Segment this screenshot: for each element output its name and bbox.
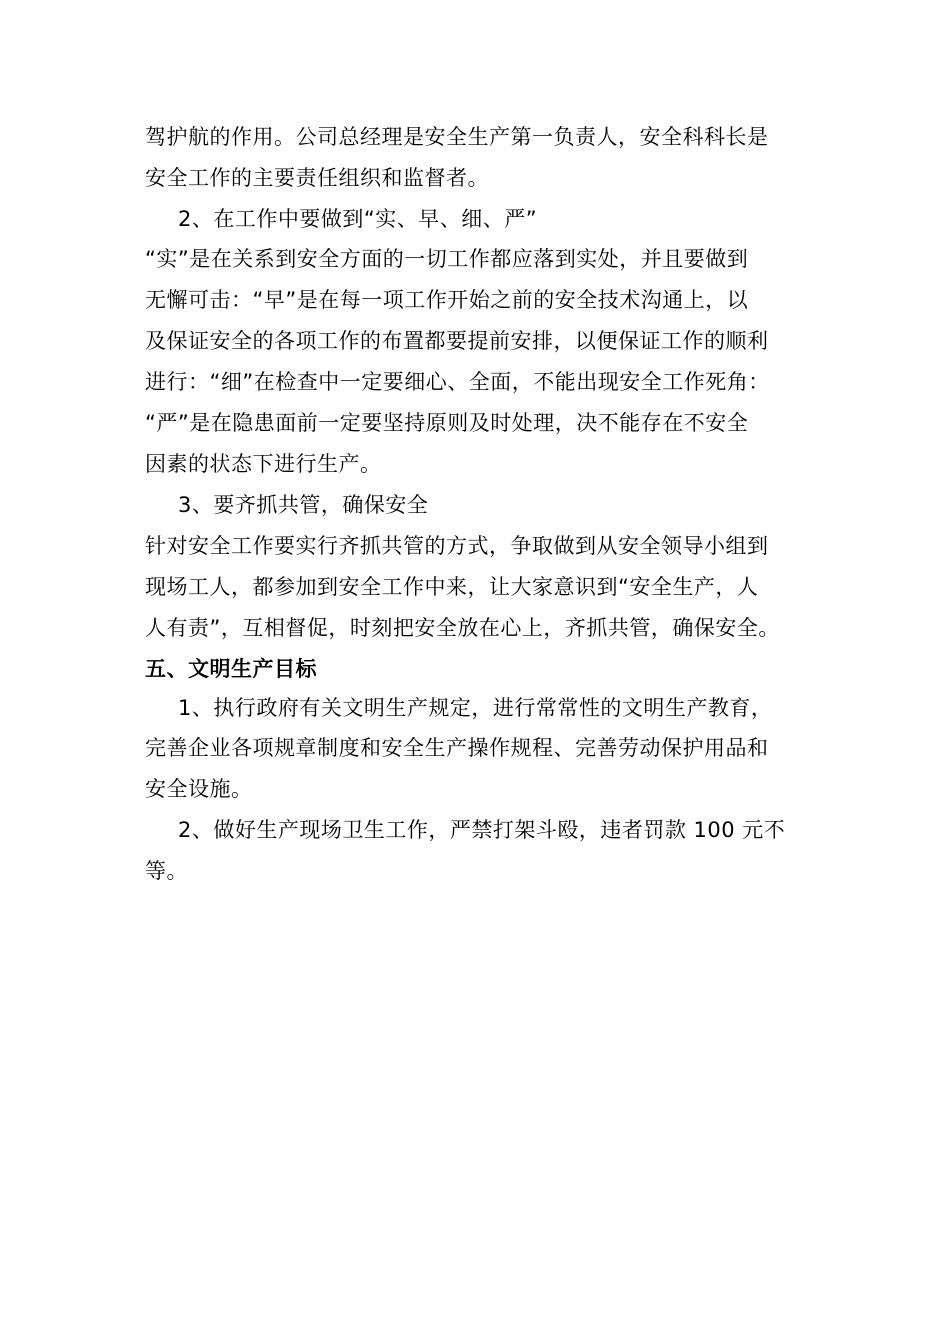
paragraph-line: 及保证安全的各项工作的布置都要提前安排，以便保证工作的顺利: [145, 329, 769, 353]
paragraph-line: “严”是在隐患面前一定要坚持原则及时处理，决不能存在不安全: [145, 411, 749, 435]
paragraph-line: 针对安全工作要实行齐抓共管的方式，争取做到从安全领导小组到: [145, 534, 769, 558]
paragraph-line: “实”是在关系到安全方面的一切工作都应落到实处，并且要做到: [145, 247, 749, 271]
section-heading: 五、文明生产目标: [145, 657, 317, 681]
paragraph-line: 因素的状态下进行生产。: [145, 452, 382, 476]
paragraph-line: 无懈可击：“早”是在每一项工作开始之前的安全技术沟通上，以: [145, 288, 749, 312]
subheading: 3、要齐抓共管，确保安全: [178, 493, 429, 517]
list-item-line: 1、执行政府有关文明生产规定，进行常常性的文明生产教育，: [178, 696, 773, 720]
paragraph-line: 完善企业各项规章制度和安全生产操作规程、完善劳动保护用品和: [145, 736, 769, 760]
subheading: 2、在工作中要做到“实、早、细、严”: [178, 207, 538, 231]
paragraph-line: 等。: [145, 859, 188, 883]
paragraph-line: 驾护航的作用。公司总经理是安全生产第一负责人，安全科科长是: [145, 125, 769, 149]
paragraph-line: 安全工作的主要责任组织和监督者。: [145, 166, 489, 190]
paragraph-line: 进行：“细”在检查中一定要细心、全面，不能出现安全工作死角：: [145, 370, 770, 394]
list-item-line: 2、做好生产现场卫生工作，严禁打架斗殴，违者罚款 100 元不: [178, 818, 786, 842]
paragraph-line: 现场工人，都参加到安全工作中来，让大家意识到“安全生产，人: [145, 575, 759, 599]
paragraph-line: 人有责”，互相督促，时刻把安全放在心上，齐抓共管，确保安全。: [145, 616, 780, 640]
paragraph-line: 安全设施。: [145, 777, 253, 801]
